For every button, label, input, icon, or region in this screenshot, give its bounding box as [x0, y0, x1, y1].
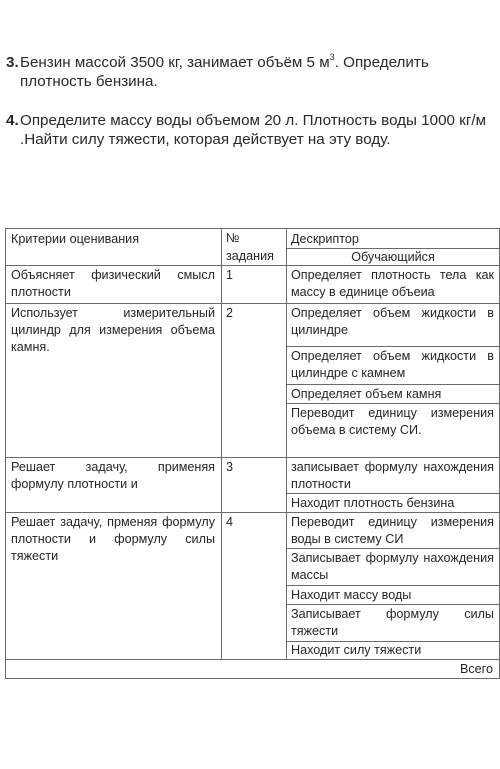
row2-descriptor-3: Определяет объем камня: [291, 387, 442, 401]
row2-criterion: Использует измерительный цилиндр для измерения объема камня.: [11, 306, 215, 354]
row3-task-number: 3: [226, 460, 234, 474]
row2-descriptor-1: Определяет объем жидкости в цилиндре: [291, 306, 494, 337]
row3-criterion: Решает задачу, применяя формулу плотности и: [11, 460, 215, 491]
problem-text-line1: Бензин массой 3500 кг, занимает объём 5 м: [20, 54, 330, 71]
total-label: Всего: [459, 662, 493, 676]
row4-descriptor-3: Находит массу воды: [291, 588, 412, 602]
header-descriptor: Дескриптор: [291, 232, 359, 246]
row1-criterion: Объясняет физический смысл плотности: [11, 268, 215, 299]
header-task-label: задания: [226, 249, 274, 263]
assessment-table: [5, 228, 500, 679]
row4-criterion: Решает задачу, прменяя формулу плотности и формулу силы тяжести: [11, 515, 215, 563]
row2-descriptor-4: Переводит единицу измерения объема в систему СИ.: [291, 406, 494, 437]
row2-descriptor-2: Определяет объем жидкости в цилиндре с камнем: [291, 349, 494, 380]
problem-text-line1: Определите массу воды объемом 20 л. Плотность воды 1000 кг/м: [20, 112, 487, 129]
superscript-exponent: 3: [329, 53, 335, 62]
header-task-number-symbol: №: [226, 231, 240, 245]
problem-number: 4.: [6, 112, 19, 129]
header-learner: Обучающийся: [351, 250, 435, 264]
row1-task-number: 1: [226, 268, 234, 282]
row4-task-number: 4: [226, 515, 234, 529]
row4-descriptor-4: Записывает формулу силы тяжести: [291, 607, 494, 638]
row3-descriptor-1: записывает формулу нахождения плотности: [291, 460, 494, 491]
row4-descriptor-5: Находит силу тяжести: [291, 643, 422, 657]
header-criteria: Критерии оценивания: [11, 232, 140, 246]
problem-text-line2: плотность бензина.: [20, 73, 158, 90]
row1-descriptor-1: Определяет плотность тела как массу в единице объеиа: [291, 268, 494, 299]
problem-3: [6, 53, 500, 91]
row4-descriptor-1: Переводит единицу измерения воды в систему СИ: [291, 515, 494, 546]
row3-descriptor-2: Находит плотность бензина: [291, 496, 455, 510]
problem-text-line2: .Найти силу тяжести, которая действует на эту воду.: [20, 131, 391, 148]
problem-number: 3.: [6, 54, 19, 71]
problem-4: [6, 111, 500, 149]
row4-descriptor-2: Записывает формулу нахождения массы: [291, 551, 494, 582]
row2-task-number: 2: [226, 306, 234, 320]
problem-text-line1-end: . Определить: [334, 54, 429, 71]
